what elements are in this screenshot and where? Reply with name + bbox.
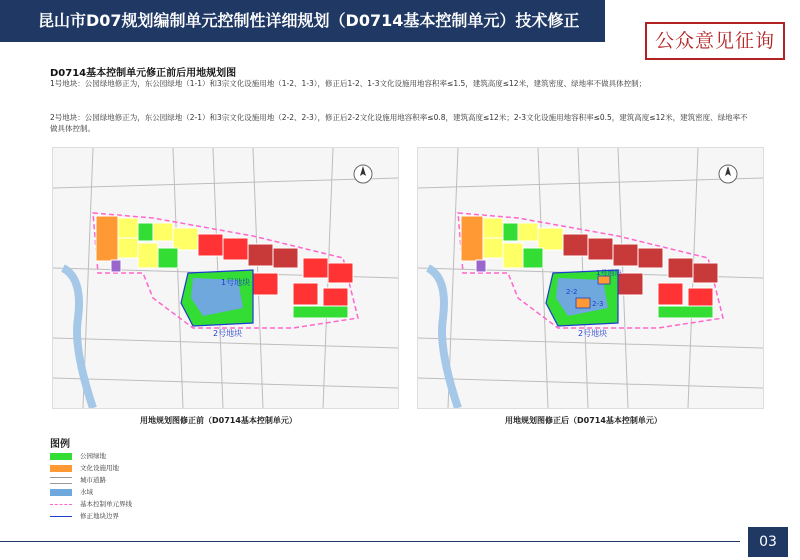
page-title: 昆山市D07规划编制单元控制性详细规划（D0714基本控制单元）技术修正: [38, 11, 580, 30]
page-number: 03: [748, 527, 788, 557]
map-after: [417, 147, 764, 409]
footer-rule: [0, 541, 740, 542]
culture-swatch: [50, 465, 72, 472]
water-swatch: [50, 489, 72, 496]
map-before-svg: [53, 148, 398, 408]
after-code-2-2: 2-2: [566, 288, 578, 296]
paragraph-block-2: 2号地块：公园绿地修正为，东公园绿地（2-1）和3宗文化设施用地（2-2、2-3），修正后2-2文化设施用地容积率≤0.8，建筑高度≤12米；2-3文化设施用地容积率≤0.5，建筑高度≤12米，建筑密度、绿地率不做具体控制。: [50, 113, 748, 133]
paragraph-block-1: 1号地块：公园绿地修正为，东公园绿地（1-1）和3宗文化设施用地（1-2、1-3），修正后1-2、1-3文化设施用地容积率≤1.5，建筑高度≤12米，建筑密度、绿地率不做具体控制；: [50, 79, 647, 88]
consult-label: 公众意见征询: [654, 30, 775, 52]
before-block-1-label: 1号地块: [221, 278, 251, 287]
before-block-2-label: 2号地块: [213, 329, 243, 338]
after-code-2-3: 2-3: [592, 300, 604, 308]
section-title: D0714基本控制单元修正前后用地规划图: [50, 68, 237, 79]
parcel-boundary-swatch: [50, 516, 72, 517]
caption-before: 用地规划图修正前（D0714基本控制单元）: [140, 416, 297, 425]
map-after-svg: [418, 148, 763, 408]
after-block-2-label: 2号地块: [578, 329, 608, 338]
header-bar: [0, 0, 605, 42]
public-consultation-badge: [645, 22, 785, 60]
caption-after: 用地规划图修正后（D0714基本控制单元）: [505, 416, 662, 425]
legend-title: 图例: [50, 439, 70, 450]
road-swatch: [50, 477, 72, 484]
map-before: [52, 147, 399, 409]
after-block-1-label: 1号地块: [596, 269, 622, 277]
unit-boundary-swatch: [50, 504, 72, 505]
park-swatch: [50, 453, 72, 460]
